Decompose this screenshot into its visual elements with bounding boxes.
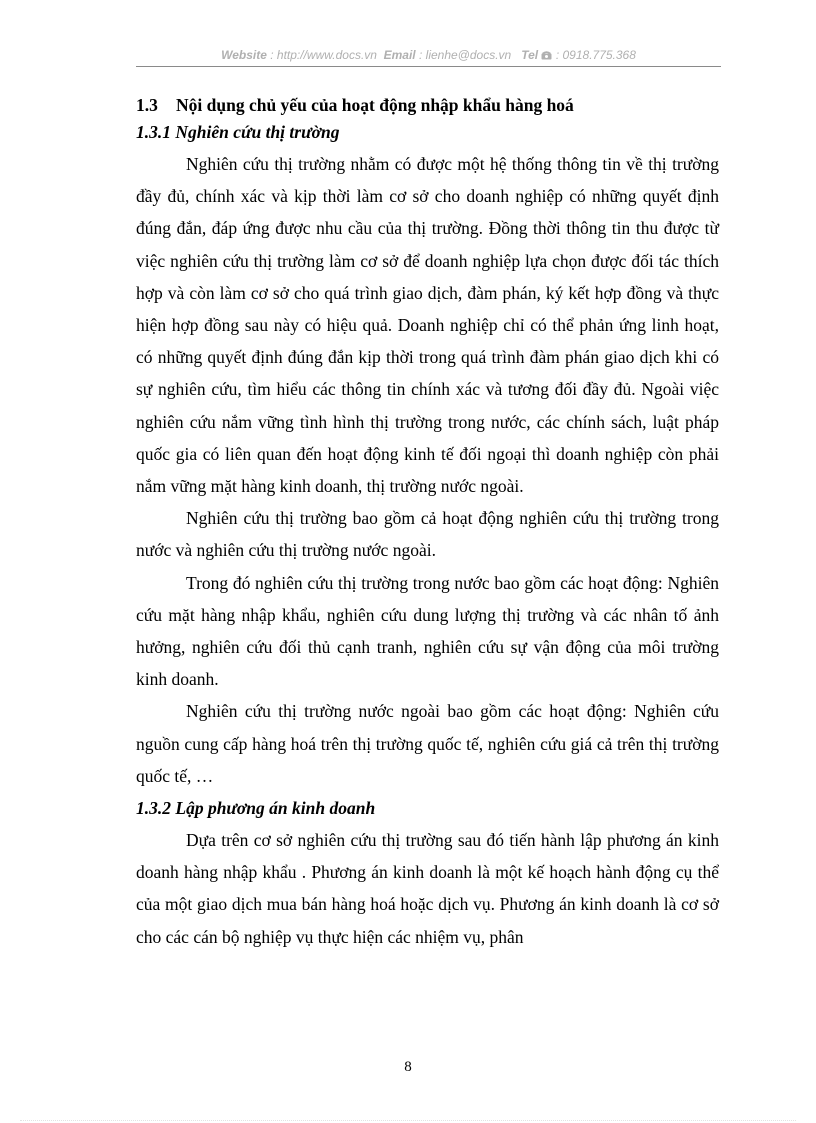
tel-value: : 0918.775.368 [555, 48, 636, 62]
subsection-heading-1: 1.3.1 Nghiên cứu thị trường [136, 122, 340, 142]
subsection-heading-2: 1.3.2 Lập phương án kinh doanh [136, 798, 376, 819]
paragraph: Trong đó nghiên cứu thị trường trong nước bao gồm các hoạt động: Nghiên cứu mặt hàng nhập khẩu, nghiên cứu dung lượng thị trường và các nhân tố ảnh hưởng, nghiên cứu đối thủ cạnh tranh, nghiên cứu sự vận động của môi trường kinh doanh. [136, 572, 719, 690]
paragraph: Nghiên cứu thị trường nước ngoài bao gồm các hoạt động: Nghiên cứu nguồn cung cấp hàng hoá trên thị trường quốc tế, nghiên cứu giá cả trên thị trường quốc tế, … [136, 701, 719, 786]
section-title: Nội dụng chủ yếu của hoạt động nhập khẩu hàng hoá [176, 95, 574, 115]
section-heading [136, 92, 719, 118]
website-label: Website [221, 48, 267, 62]
tel-label: Tel [521, 48, 539, 62]
website-value: : http://www.docs.vn [270, 48, 377, 62]
paragraph: Dựa trên cơ sở nghiên cứu thị trường sau đó tiến hành lập phương án kinh doanh hàng nhập khẩu . Phương án kinh doanh là một kế hoạch hành động cụ thể của một giao dịch mua bán hàng hoá hoặc dịch vụ. Phương án kinh doanh là cơ sở cho các cán bộ nghiệp vụ thực hiện các nhiệm vụ, phân [136, 830, 719, 947]
paragraph: Nghiên cứu thị trường bao gồm cả hoạt động nghiên cứu thị trường trong nước và nghiên cứu thị trường nước ngoài. [136, 508, 719, 561]
phone-icon [541, 49, 552, 63]
page-number: 8 [404, 1059, 412, 1075]
paragraph: Nghiên cứu thị trường nhằm có được một hệ thống thông tin về thị trường đầy đủ, chính xác và kịp thời làm cơ sở cho doanh nghiệp có những quyết định đúng đắn, đáp ứng được nhu cầu của thị trường. Đồng thời thông tin thu được từ việc nghiên cứu thị trường làm cơ sở để doanh nghiệp lựa chọn được đối tác thích hợp và còn làm cơ sở cho quá trình giao dịch, đàm phán, ký kết hợp đồng và thực hiện hợp đồng sau này có hiệu quả. Doanh nghiệp chỉ có thể phản ứng linh hoạt, có những quyết định đúng đắn kịp thời trong quá trình đàm phán giao dịch khi có sự nghiên cứu, tìm hiểu các thông tin chính xác và tương đối đầy đủ. Ngoài việc nghiên cứu nắm vững tình hình thị trường trong nước, các chính sách, luật pháp quốc gia có liên quan đến hoạt động kinh tế đối ngoại thì doanh nghiệp còn phải nắm vững mặt hàng kinh doanh, thị trường nước ngoài. [136, 154, 719, 497]
page-header [136, 48, 721, 63]
header-divider [136, 66, 721, 67]
document-body [136, 92, 719, 953]
email-label: Email [383, 48, 416, 62]
page-bottom-divider [20, 1120, 796, 1121]
section-number: 1.3 [136, 95, 158, 115]
email-value: : lienhe@docs.vn [418, 48, 512, 62]
